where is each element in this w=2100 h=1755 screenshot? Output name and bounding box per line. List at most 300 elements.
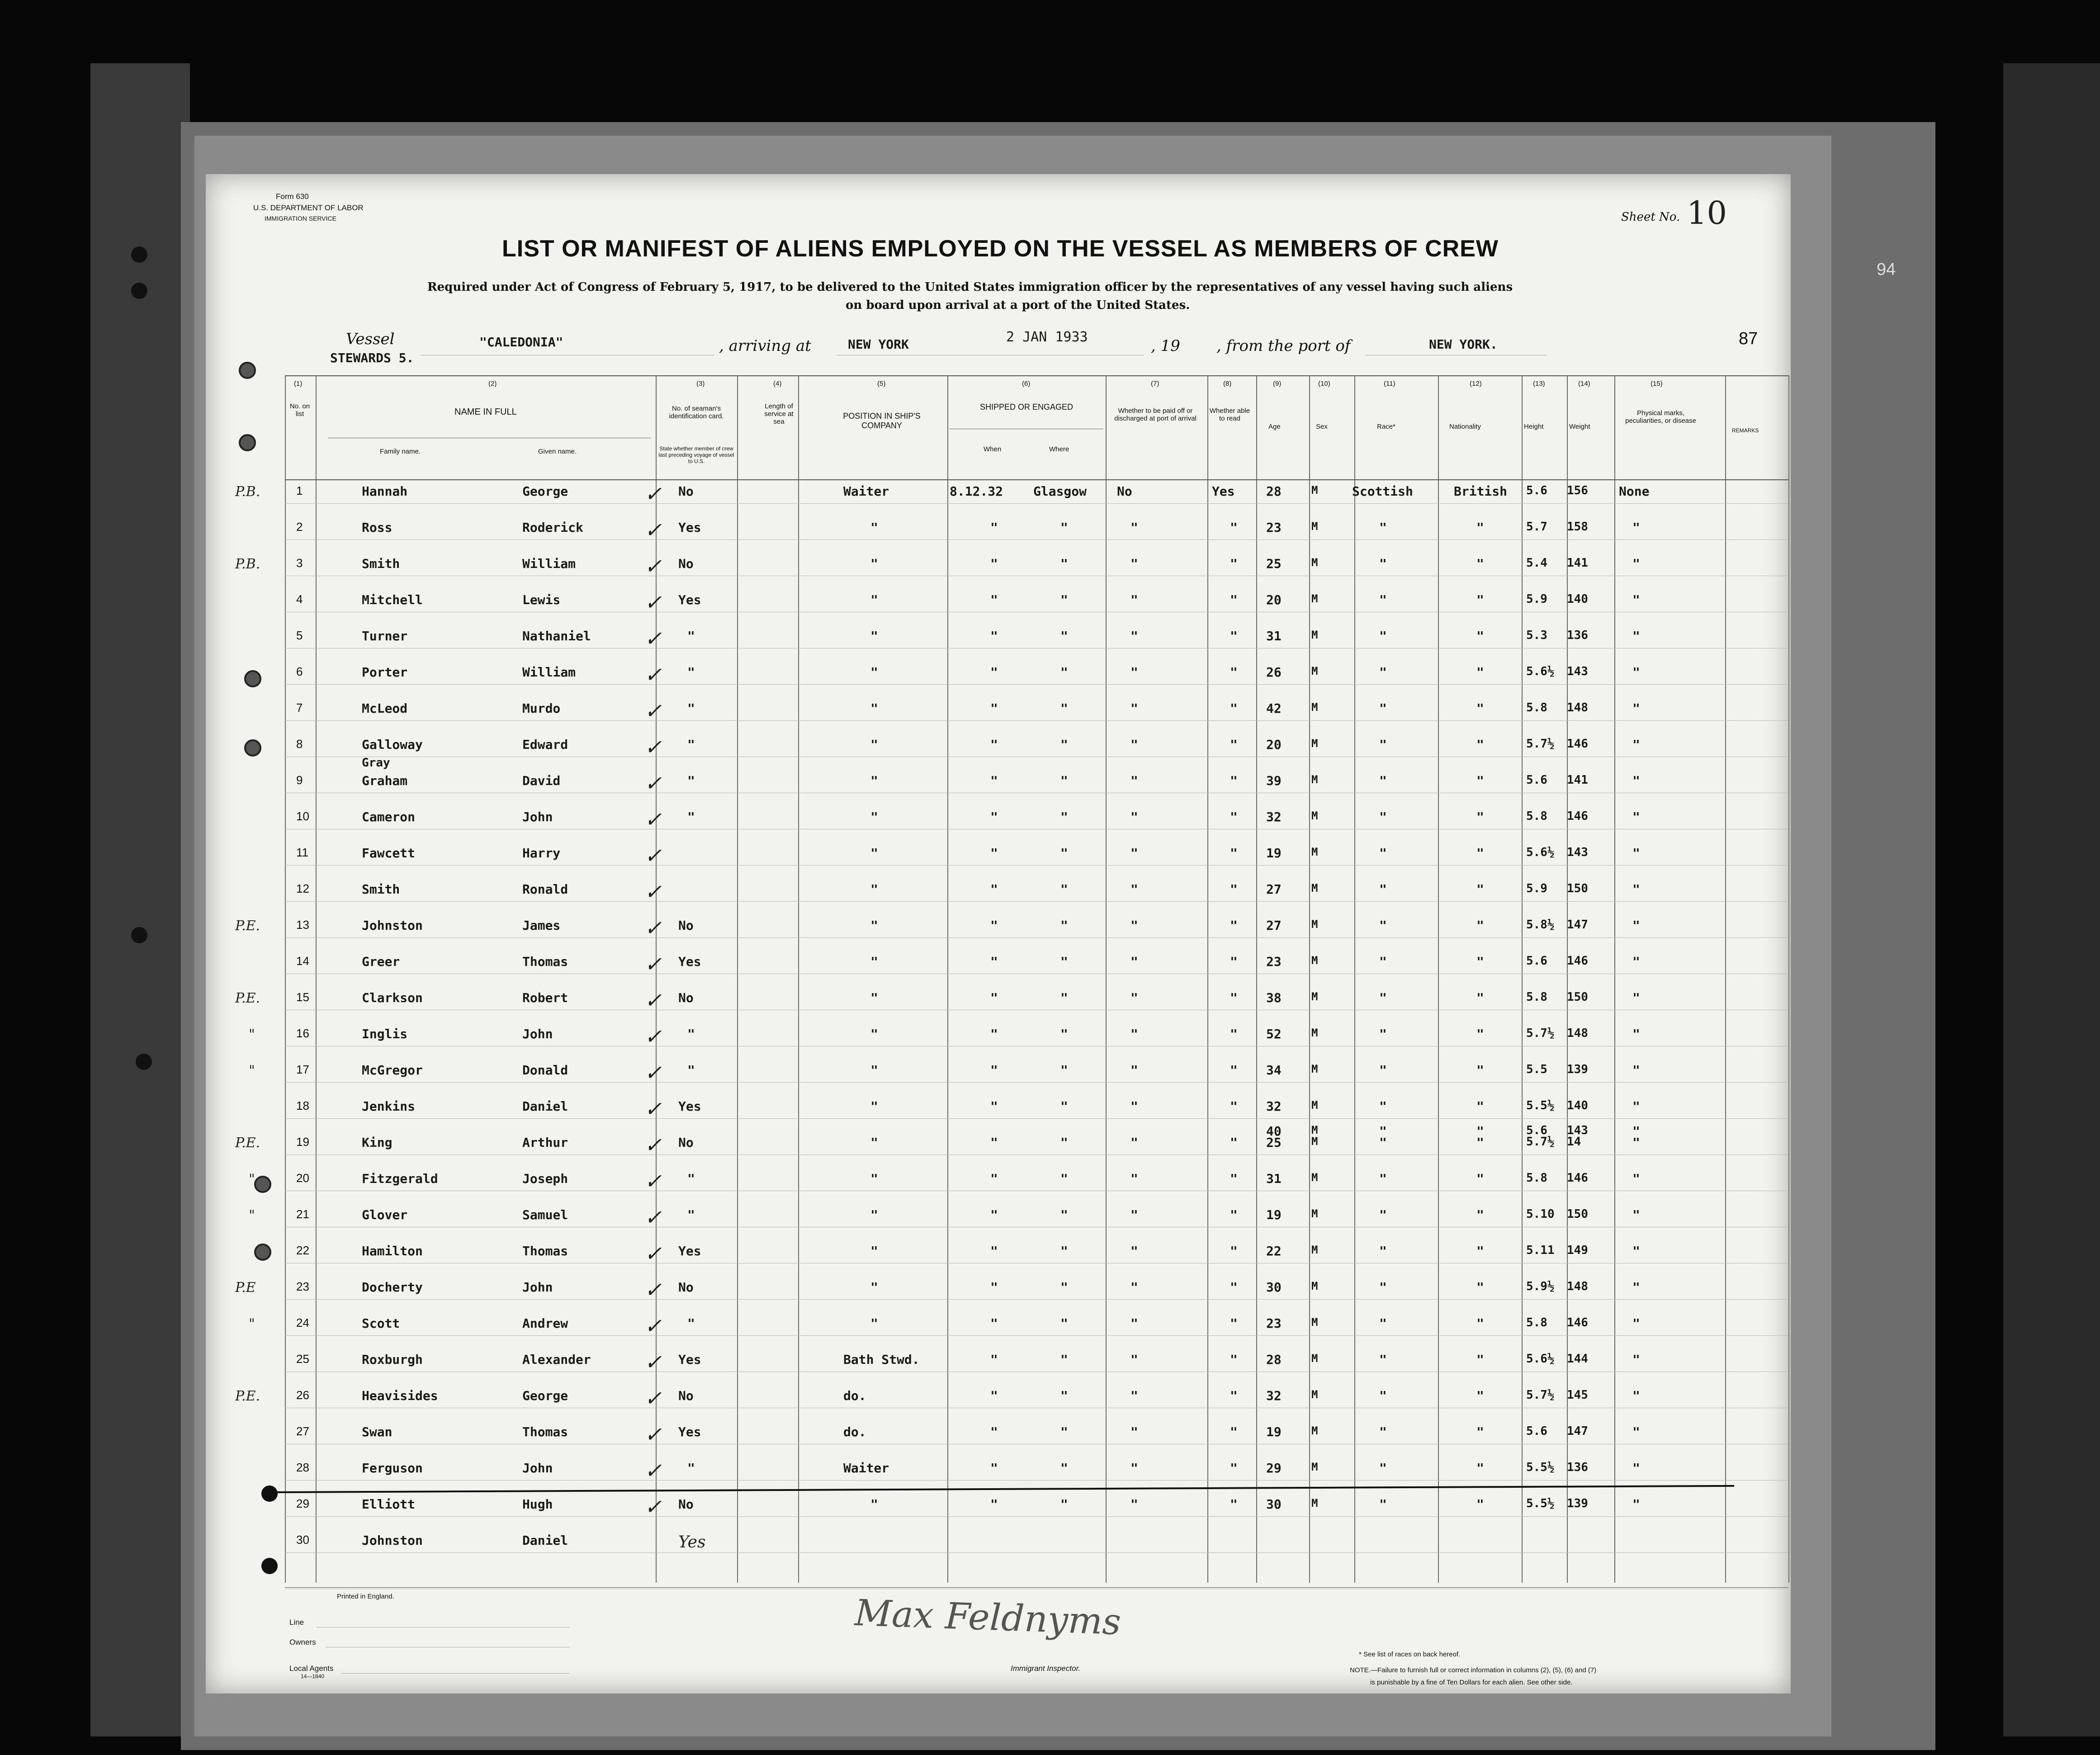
col2-number: (2) [488, 380, 497, 388]
cell-weight: 150 [1567, 990, 1588, 1004]
cell-sex: M [1311, 846, 1318, 858]
cell-marks: " [1632, 701, 1640, 716]
cell-age: 42 [1266, 701, 1282, 716]
check-mark-icon: ✓ [644, 1169, 662, 1193]
cell-sex: M [1311, 773, 1318, 786]
cell-height: 5.8½ [1526, 918, 1555, 932]
check-mark-icon: ✓ [644, 916, 662, 940]
cell-age: 23 [1266, 520, 1282, 535]
cell-marks: " [1632, 520, 1640, 535]
cell-given: George [522, 1388, 568, 1403]
cell-height: 5.5½ [1526, 1497, 1555, 1510]
from-port-label: , from the port of [1216, 337, 1351, 355]
cell-marks: " [1632, 1207, 1640, 1222]
cell-age: 38 [1266, 990, 1282, 1005]
races-note: * See list of races on back hereof. [1359, 1651, 1461, 1658]
cell-family: Porter [362, 665, 408, 680]
cell-race: " [1379, 1497, 1387, 1512]
check-mark-icon: ✓ [644, 482, 662, 506]
cell-given: Thomas [522, 1244, 568, 1258]
cell-race: " [1379, 1388, 1387, 1403]
cell-given: Joseph [522, 1171, 568, 1186]
cell-family: Ross [362, 520, 393, 535]
cell-given: Daniel [522, 1099, 568, 1114]
cell-given: Samuel [522, 1207, 568, 1222]
weight-header: Weight [1569, 423, 1590, 430]
cell-family: Elliott [362, 1497, 416, 1512]
cell-sex: M [1311, 1461, 1318, 1473]
cell-race: " [1379, 1461, 1387, 1476]
cell-nationality: " [1476, 1316, 1484, 1331]
cell-marks: " [1632, 1063, 1640, 1078]
cell-age: 23 [1266, 954, 1282, 969]
cell-nationality: " [1476, 1424, 1484, 1439]
col3-number: (3) [696, 380, 705, 388]
cell-marks: " [1632, 1352, 1640, 1367]
cell-race: " [1379, 990, 1387, 1005]
cell-read: " [1230, 990, 1238, 1005]
cell-where: " [1060, 882, 1068, 897]
cell-given: Nathaniel [522, 629, 591, 643]
cell-sex: M [1311, 1388, 1318, 1401]
sheet-label: Sheet No. [1621, 210, 1680, 224]
cell-paid: " [1130, 1461, 1138, 1476]
cell-card: Yes [678, 520, 701, 535]
cell-race: " [1379, 1207, 1387, 1222]
col1-number: (1) [294, 380, 303, 388]
cell-mark: " [249, 1171, 255, 1187]
cell-where: " [1060, 1424, 1068, 1439]
cell-given: William [522, 556, 576, 571]
cell-nationality: " [1476, 954, 1484, 969]
cell-nationality: " [1476, 1388, 1484, 1403]
cell-marks: " [1632, 556, 1640, 571]
column-rule [1725, 375, 1726, 1583]
col1-header: No. on list [289, 402, 310, 418]
cell-card: " [687, 1027, 695, 1041]
cell-card: No [678, 1280, 694, 1295]
row-rule [285, 1118, 1788, 1119]
agents-code: 14—1840 [301, 1673, 325, 1679]
cell-age: 27 [1266, 882, 1282, 897]
cell-race: " [1379, 1171, 1387, 1186]
row-number: 26 [296, 1388, 309, 1402]
cell-position: " [870, 1280, 878, 1295]
cell-height: 5.9 [1526, 882, 1547, 895]
cell-height: 5.7½ [1526, 1027, 1555, 1040]
row-number: 23 [296, 1280, 309, 1293]
cell-position: Waiter [843, 1461, 889, 1476]
col11-number: (11) [1384, 380, 1395, 388]
cell-when: " [990, 990, 998, 1005]
cell-age: 29 [1266, 1461, 1282, 1476]
race-header: Race* [1377, 423, 1395, 430]
cell-sex: M [1311, 1352, 1318, 1365]
binder-hole [254, 1244, 271, 1261]
cell-when: " [990, 556, 998, 571]
remarks-header: REMARKS [1732, 427, 1759, 434]
cell-marks: " [1632, 592, 1640, 607]
cell-given: Lewis [522, 592, 561, 607]
cell-given: William [522, 665, 576, 680]
cell-sex: M [1311, 1063, 1318, 1075]
column-rule [1438, 375, 1439, 1583]
cell-weight: 148 [1567, 701, 1588, 714]
cell-age: 30 [1266, 1280, 1282, 1295]
cell-sex: M [1311, 1027, 1318, 1039]
cell-nationality: " [1476, 846, 1484, 861]
cell-card: " [687, 737, 695, 752]
row-rule [285, 539, 1788, 540]
given-name-header: Given name. [538, 448, 577, 455]
row-number: 21 [296, 1207, 309, 1221]
cell-when: " [990, 1063, 998, 1078]
col13-number: (13) [1533, 380, 1545, 388]
cell-given: John [522, 1461, 553, 1476]
department-note: STEWARDS 5. [330, 350, 414, 365]
cell-marks: " [1632, 990, 1640, 1005]
cell-given: Robert [522, 990, 568, 1005]
cell-position: " [870, 737, 878, 752]
col4-header: Length of service at sea [764, 402, 794, 426]
vessel-label: Vessel [346, 330, 395, 348]
cell-marks: " [1632, 1461, 1640, 1476]
cell-nationality: " [1476, 1171, 1484, 1186]
cell-weight: 146 [1567, 737, 1588, 751]
cell-paid: " [1130, 773, 1138, 788]
cell-height: 5.6½ [1526, 1352, 1555, 1366]
cell-where: " [1060, 1171, 1068, 1186]
cell-given: Roderick [522, 520, 583, 535]
cell-paid: " [1130, 556, 1138, 571]
service-label: IMMIGRATION SERVICE [265, 215, 336, 222]
cell-when: " [990, 1027, 998, 1041]
cell-given: Edward [522, 737, 568, 752]
cell-height: 5.9 [1526, 592, 1547, 606]
cell-family: Hamilton [362, 1244, 423, 1258]
cell-race: " [1379, 1280, 1387, 1295]
cell-age: 34 [1266, 1063, 1282, 1078]
cell-nationality: " [1476, 1244, 1484, 1258]
cell-height: 5.7½ [1526, 1388, 1555, 1402]
row-number: 12 [296, 882, 309, 895]
cell-weight: 140 [1567, 1099, 1588, 1112]
cell-race: " [1379, 556, 1387, 571]
cell-family: Inglis [362, 1027, 408, 1041]
cell-when: " [990, 737, 998, 752]
cell-card: " [687, 773, 695, 788]
cell-card: Yes [678, 1533, 706, 1552]
cell-family: King [362, 1135, 393, 1150]
row-number: 8 [296, 737, 303, 751]
binder-hole [244, 739, 261, 757]
cell-age: 20 [1266, 592, 1282, 607]
cell-read: " [1230, 809, 1238, 824]
cell-marks: " [1632, 918, 1640, 933]
film-edge-right [2003, 63, 2100, 1736]
cell-family: Smith [362, 556, 400, 571]
cell-nationality: " [1476, 882, 1484, 897]
cell-position: " [870, 1171, 878, 1186]
cell-when: " [990, 1352, 998, 1367]
family-name-correction: Gray [362, 756, 390, 770]
check-mark-icon: ✓ [644, 699, 662, 723]
cell-read: " [1230, 1027, 1238, 1041]
cell-family: Docherty [362, 1280, 423, 1295]
row-rule [285, 901, 1788, 902]
cell-position: " [870, 918, 878, 933]
check-mark-icon: ✓ [644, 1277, 662, 1302]
cell-mark: P.E [235, 1280, 256, 1296]
cell-when: " [990, 1461, 998, 1476]
binder-hole [131, 927, 147, 943]
cell-weight: 136 [1567, 629, 1588, 642]
row-number: 29 [296, 1497, 309, 1510]
cell-race: " [1379, 1099, 1387, 1114]
cell-marks: " [1632, 1280, 1640, 1295]
row-number: 27 [296, 1424, 309, 1438]
cell-age: 31 [1266, 1171, 1282, 1186]
cell-family: Smith [362, 882, 400, 897]
cell-marks: " [1632, 954, 1640, 969]
cell-paid: " [1130, 1316, 1138, 1331]
cell-given: Donald [522, 1063, 568, 1078]
cell-read: " [1230, 629, 1238, 643]
cell-where: " [1060, 592, 1068, 607]
row-rule [285, 1552, 1788, 1553]
row-number: 4 [296, 592, 303, 606]
column-rule [1522, 375, 1523, 1583]
row-number: 14 [296, 954, 309, 968]
cell-read: " [1230, 1244, 1238, 1258]
cell-position: " [870, 1027, 878, 1041]
cell-race: " [1379, 1027, 1387, 1041]
cell-marks: " [1632, 665, 1640, 680]
check-mark-icon: ✓ [644, 1133, 662, 1157]
col10-number: (10) [1318, 380, 1330, 388]
cell-card: Yes [678, 1099, 701, 1114]
cell-height: 5.7½ [1526, 1135, 1555, 1149]
cell-nationality: " [1476, 556, 1484, 571]
check-mark-icon: ✓ [644, 518, 662, 542]
cell-read: " [1230, 918, 1238, 933]
column-rule [1106, 375, 1107, 1583]
cell-when: " [990, 1424, 998, 1439]
where-header: Where [1049, 445, 1069, 453]
cell-weight: 143 [1567, 665, 1588, 678]
cell-age: 32 [1266, 1099, 1282, 1114]
cell-height: 5.6 [1526, 773, 1547, 787]
check-mark-icon: ✓ [644, 554, 662, 578]
cell-nationality: " [1476, 665, 1484, 680]
cell-height: 5.7½ [1526, 737, 1555, 751]
cell-family: Cameron [362, 809, 416, 824]
cell-nationality: " [1476, 1461, 1484, 1476]
cell-mark: P.E. [235, 1135, 260, 1151]
cell-where: " [1060, 809, 1068, 824]
cell-family: Johnston [362, 918, 423, 933]
cell-marks: " [1632, 1424, 1640, 1439]
cell-nationality: " [1476, 1207, 1484, 1222]
cell-read: " [1230, 737, 1238, 752]
cell-sex: M [1311, 990, 1318, 1003]
cell-family: Clarkson [362, 990, 423, 1005]
cell-paid: " [1130, 1388, 1138, 1403]
cell-read: " [1230, 846, 1238, 861]
cell-marks: " [1632, 737, 1640, 752]
cell-card: " [687, 1207, 695, 1222]
line-label: Line [289, 1618, 304, 1627]
cell-sex: M [1311, 665, 1318, 677]
cell-weight: 146 [1567, 809, 1588, 823]
cell-sex: M [1311, 1099, 1318, 1112]
check-mark-icon: ✓ [644, 1458, 662, 1483]
cell-family: Scott [362, 1316, 400, 1331]
height-header: Height [1524, 423, 1544, 430]
cell-read: " [1230, 773, 1238, 788]
column-rule [1614, 375, 1615, 1583]
col9-number: (9) [1273, 380, 1282, 388]
cell-weight: 146 [1567, 1171, 1588, 1185]
cell-height: 5.6 [1526, 954, 1547, 968]
cell-where: " [1060, 629, 1068, 643]
cell-where: " [1060, 1244, 1068, 1258]
cell-paid: " [1130, 1280, 1138, 1295]
cell-paid: " [1130, 737, 1138, 752]
cell-marks: None [1619, 484, 1650, 499]
cell-when: " [990, 1316, 998, 1331]
cell-family: Johnston [362, 1533, 423, 1548]
cell-nationality: " [1476, 737, 1484, 752]
cell-card: No [678, 484, 694, 499]
cell-mark: " [249, 1316, 255, 1332]
col12-number: (12) [1470, 380, 1482, 388]
check-mark-icon: ✓ [644, 771, 662, 795]
col7-header: Whether to be paid off or discharged at port of arrival [1114, 407, 1197, 422]
cell-when: 8.12.32 [950, 484, 1003, 499]
cell-nationality: " [1476, 1497, 1484, 1512]
cell-given: John [522, 1280, 553, 1295]
agents-label: Local Agents [289, 1664, 334, 1673]
cell-height: 5.8 [1526, 990, 1547, 1004]
cell-race: " [1379, 882, 1387, 897]
cell-when: " [990, 846, 998, 861]
cell-nationality: " [1476, 1099, 1484, 1114]
cell-mark: " [249, 1207, 255, 1223]
cell-paid: " [1130, 1352, 1138, 1367]
cell-where: Glasgow [1033, 484, 1087, 499]
cell-position: " [870, 520, 878, 535]
cell-when: " [990, 954, 998, 969]
cell-paid: " [1130, 1171, 1138, 1186]
cell-height: 5.5 [1526, 1063, 1547, 1076]
cell-weight: 156 [1567, 484, 1588, 497]
header-rule [285, 479, 1788, 480]
column-rule [1354, 375, 1355, 1583]
row-number: 2 [296, 520, 303, 534]
row-number: 25 [296, 1352, 309, 1366]
cell-given: Ronald [522, 882, 568, 897]
cell-read: " [1230, 1135, 1238, 1150]
cell-sex: M [1311, 484, 1318, 497]
row-number: 19 [296, 1135, 309, 1149]
cell-sex: M [1311, 701, 1318, 714]
cell-where: " [1060, 1497, 1068, 1512]
cell-given: Murdo [522, 701, 561, 716]
cell-sex: M [1311, 918, 1318, 931]
row-number: 22 [296, 1244, 309, 1257]
cell-when: " [990, 520, 998, 535]
cell-paid: " [1130, 520, 1138, 535]
footer-divider [285, 1587, 1788, 1588]
cell-paid: No [1117, 484, 1132, 499]
cell-sex: M [1311, 1424, 1318, 1437]
cell-where: " [1060, 701, 1068, 716]
column-rule [798, 375, 799, 1583]
cell-card: No [678, 990, 694, 1005]
cell-age: 30 [1266, 1497, 1282, 1512]
cell-family: Heavisides [362, 1388, 438, 1403]
cell-weight: 14 [1567, 1135, 1581, 1149]
cell-weight: 141 [1567, 556, 1588, 570]
check-mark-icon: ✓ [644, 1495, 662, 1519]
arrival-date-stamp: 2 JAN 1933 [1006, 329, 1088, 345]
row-number: 18 [296, 1099, 309, 1112]
cell-where: " [1060, 1280, 1068, 1295]
cell-paid: " [1130, 592, 1138, 607]
binder-hole [261, 1558, 278, 1574]
col3-header: No. of seaman's identification card. [669, 405, 724, 420]
cell-card: " [687, 701, 695, 716]
cell-paid: " [1130, 1027, 1138, 1041]
owners-label: Owners [289, 1638, 316, 1646]
cell-height: 5.3 [1526, 629, 1547, 642]
year-label: , 19 [1151, 337, 1180, 355]
cell-position: do. [843, 1424, 866, 1439]
cell-read: " [1230, 556, 1238, 571]
cell-sex: M [1311, 1171, 1318, 1184]
row-rule [285, 1516, 1788, 1517]
cell-height: 5.6 [1526, 1124, 1547, 1137]
cell-paid: " [1130, 1497, 1138, 1512]
cell-family: Graham [362, 773, 408, 788]
cell-where: " [1060, 1316, 1068, 1331]
cell-given: Arthur [522, 1135, 568, 1150]
check-mark-icon: ✓ [644, 1205, 662, 1230]
cell-read: " [1230, 1316, 1238, 1331]
cell-position: " [870, 1316, 878, 1331]
col8-number: (8) [1223, 380, 1232, 388]
cell-card: " [687, 1171, 695, 1186]
cell-position: " [870, 882, 878, 897]
cell-race: " [1379, 1424, 1387, 1439]
cell-sex: M [1311, 882, 1318, 894]
cell-where: " [1060, 1063, 1068, 1078]
cell-weight: 150 [1567, 882, 1588, 895]
cell-weight: 143 [1567, 846, 1588, 859]
column-rule [1207, 375, 1208, 1583]
row-number: 13 [296, 918, 309, 932]
binder-hole [131, 283, 147, 299]
cell-race: " [1379, 1135, 1387, 1150]
cell-position: " [870, 1207, 878, 1222]
cell-nationality: " [1476, 918, 1484, 933]
cell-age: 20 [1266, 737, 1282, 752]
cell-age: 40 [1266, 1124, 1282, 1139]
cell-sex: M [1311, 592, 1318, 605]
cell-paid: " [1130, 1244, 1138, 1258]
check-mark-icon: ✓ [644, 1350, 662, 1374]
